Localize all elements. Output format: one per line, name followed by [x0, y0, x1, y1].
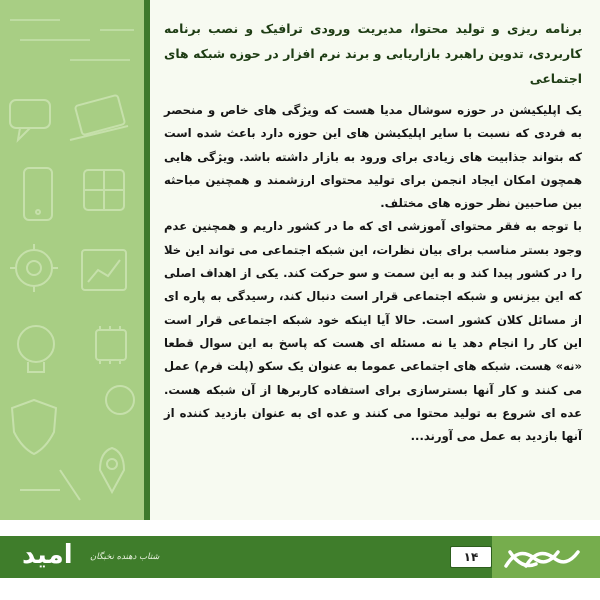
page-number: ۱۴: [450, 546, 492, 568]
grid-icon: [84, 170, 124, 210]
footer-band: [0, 536, 600, 578]
article-title: برنامه ریزی و تولید محتوا، مدیریت ورودی ترافیک و نصب برنامه کاربردی، تدوین راهبرد بازاریابی و برند نرم افزار در حوزه شبکه های اجتماعی: [164, 21, 582, 86]
paragraph-body: با توجه به فقر محتوای آموزشی ای که ما در کشور داریم و همچنین عدم وجود بستر مناسب برای بیان نظرات، این شبکه اجتماعی می تواند این خلا را در کشور پیدا کند و به این سمت و سو حرکت کند. یکی از اهداف اصلی که این بیزنس و شبکه اجتماعی قرار است دنبال کند، رسیدگی به پاره ای از مسائل کلان کشور است. حالا آیا اینکه خود شبکه اجتماعی قرار است این کار را انجام دهد یا نه مسئله ای هست که پاسخ به این سوال قطعا «نه» هست. شبکه های اجتماعی عموما به عنوان یک سکو (پلت فرم) عمل می کنند و کار آنها بسترسازی برای استفاده کاربرها از آن شبکه هست. عده ای شروع به تولید محتوا می کنند و عده ای به عنوان بازدید کننده از آنها بازدید به عمل می آورند...: [164, 219, 582, 444]
phone-icon: [24, 168, 52, 220]
decorative-side-panel: [0, 0, 150, 520]
tech-icons-pattern: [0, 0, 144, 520]
footer-bottom-strip: [0, 578, 600, 600]
brand-logo-icon: [496, 540, 592, 576]
chat-icon: [10, 100, 50, 140]
gear-icon: [10, 244, 58, 292]
laptop-icon: [70, 95, 128, 140]
location-icon: [100, 448, 124, 492]
chart-icon: [82, 250, 126, 290]
paragraph-intro: یک اپلیکیشن در حوزه سوشال مدیا هست که ویژگی های خاص و منحصر به فردی که نسبت با سایر اپلیکیشن های این حوزه دارد باعث شده است که بتواند جذابیت های زیادی برای ورود به بازار داشته باشد. ویژگی هایی همچون امکان ایجاد انجمن برای تولید محتوای ارزشمند و همچنین مباحثه بین صاحبین نظر حوزه های مختلف.: [164, 103, 582, 211]
shield-icon: [12, 400, 56, 454]
brand-name: امید: [22, 540, 73, 570]
article-content: [150, 0, 600, 520]
brand-tagline: شتاب دهنده نخبگان: [90, 552, 160, 562]
chip-icon: [96, 326, 126, 364]
lightbulb-icon: [18, 326, 54, 372]
page-footer: [0, 520, 600, 600]
